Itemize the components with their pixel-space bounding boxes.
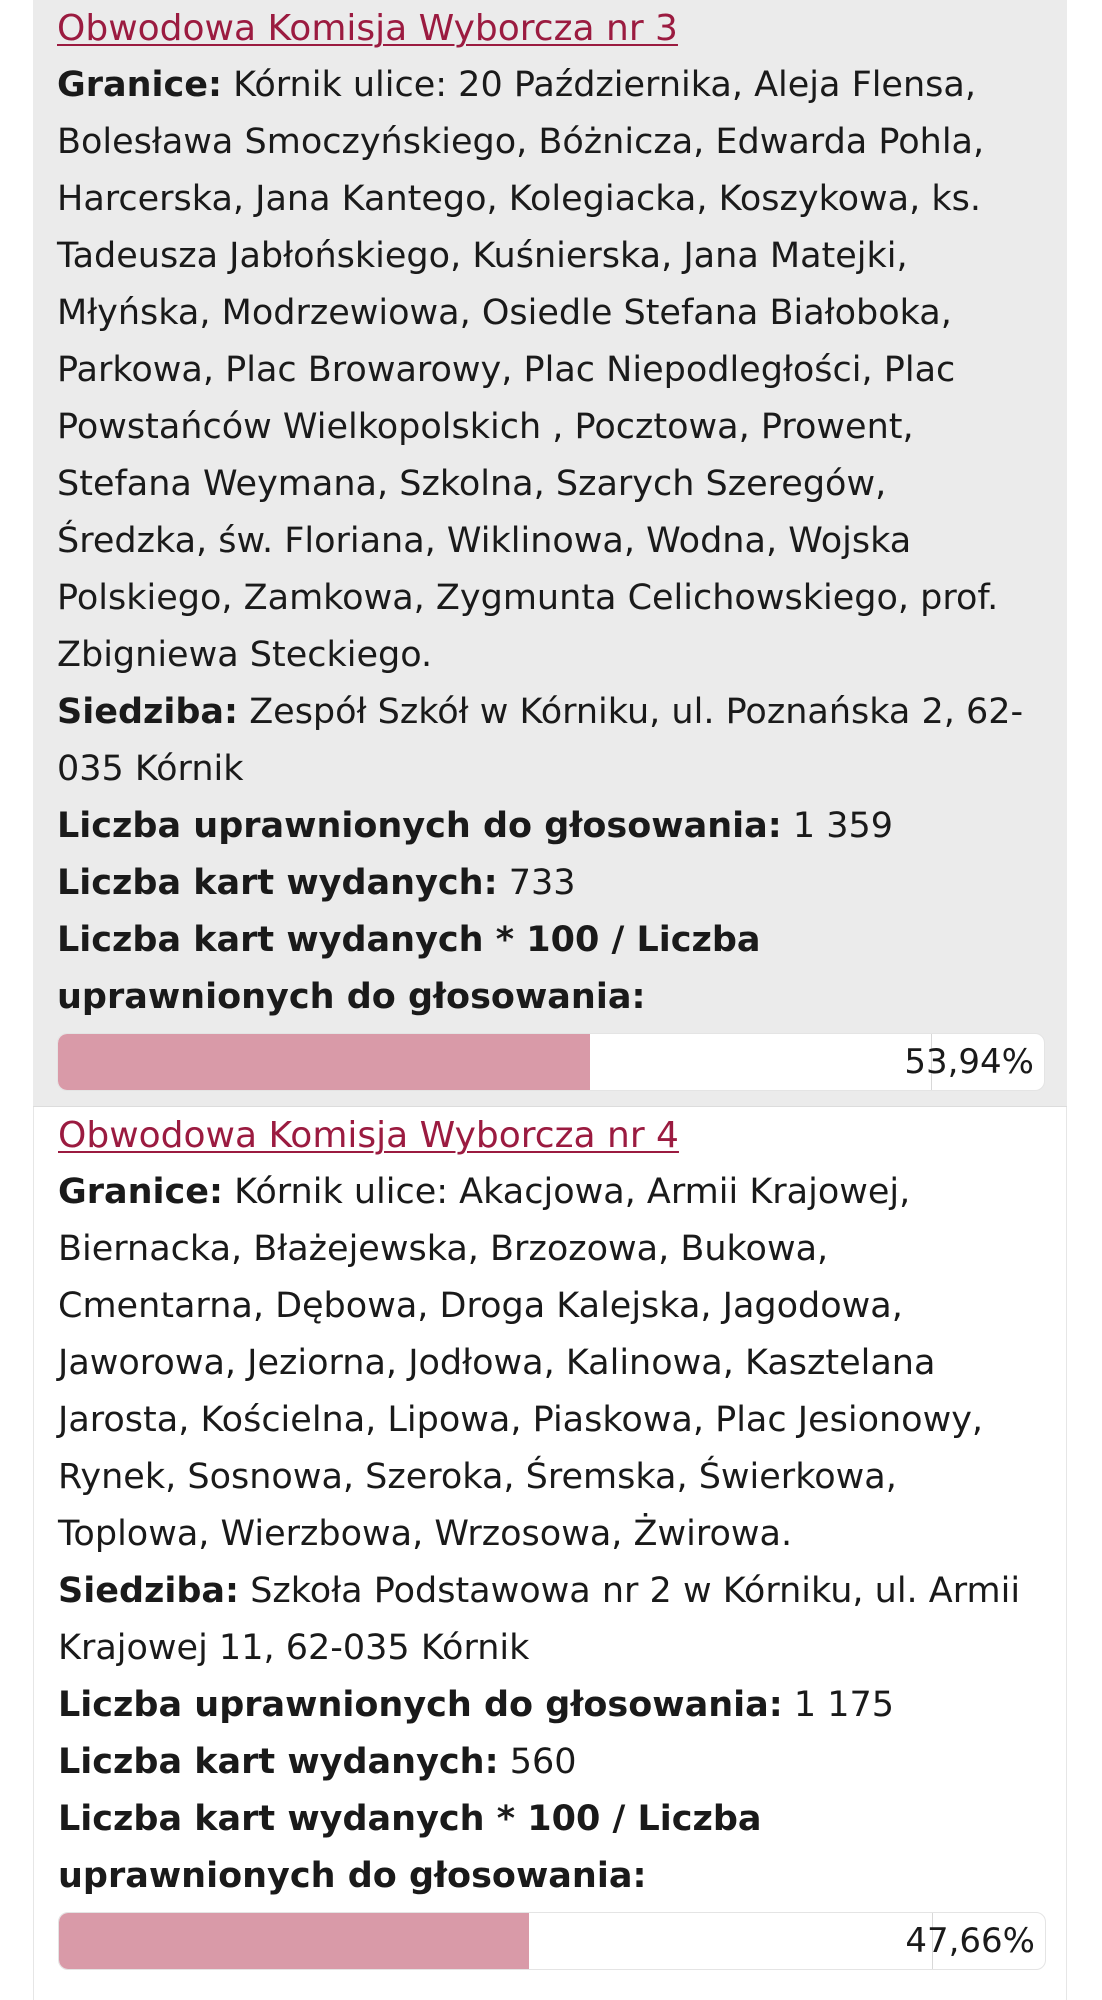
boundaries-label: Granice: <box>58 1172 224 1212</box>
turnout-progress-value: 53,94% <box>904 1042 1034 1082</box>
seat-label: Siedziba: <box>58 1571 240 1611</box>
ratio-label: Liczba kart wydanych * 100 / Liczba uprawnionych do głosowania: <box>58 1799 762 1896</box>
seat-text: Zespół Szkół w Kórniku, ul. Poznańska 2, 62-035 Kórnik <box>57 692 1024 789</box>
ratio-label: Liczba kart wydanych * 100 / Liczba uprawnionych do głosowania: <box>57 920 761 1017</box>
eligible-voters <box>57 798 1043 855</box>
eligible-voters <box>58 1677 1042 1734</box>
turnout-progress-bar <box>58 1912 1046 1970</box>
commission-card-3 <box>33 0 1067 1107</box>
commission-title-link[interactable]: Obwodowa Komisja Wyborcza nr 3 <box>57 8 678 49</box>
issued-value: 733 <box>508 863 576 903</box>
turnout-progress-fill <box>59 1913 529 1969</box>
boundaries <box>57 57 1043 684</box>
seat <box>58 1563 1042 1677</box>
eligible-label: Liczba uprawnionych do głosowania: <box>58 1685 783 1725</box>
issued-label: Liczba kart wydanych: <box>57 863 498 903</box>
turnout-progress-fill <box>58 1034 590 1090</box>
turnout-ratio <box>58 1791 1042 1905</box>
issued-cards <box>58 1734 1042 1791</box>
turnout-progress-value: 47,66% <box>905 1921 1035 1961</box>
seat-label: Siedziba: <box>57 692 239 732</box>
boundaries-text: Kórnik ulice: Akacjowa, Armii Krajowej, Biernacka, Błażejewska, Brzozowa, Bukowa, Cmentarna, Dębowa, Droga Kalejska, Jagodowa, Jaworowa, Jeziorna, Jodłowa, Kalinowa, Kasztelana Jarosta, Kościelna, Lipowa, Piaskowa, Plac Jesionowy, Rynek, Sosnowa, Szeroka, Śremska, Świerkowa, Toplowa, Wierzbowa, Wrzosowa, Żwirowa. <box>58 1172 984 1554</box>
eligible-value: 1 359 <box>792 806 894 846</box>
commission-card-4 <box>33 1107 1067 2000</box>
issued-label: Liczba kart wydanych: <box>58 1742 499 1782</box>
eligible-value: 1 175 <box>793 1685 895 1725</box>
seat-text: Szkoła Podstawowa nr 2 w Kórniku, ul. Armii Krajowej 11, 62-035 Kórnik <box>58 1571 1021 1668</box>
issued-value: 560 <box>509 1742 577 1782</box>
turnout-progress-bar <box>57 1033 1045 1091</box>
issued-cards <box>57 855 1043 912</box>
seat <box>57 684 1043 798</box>
boundaries-text: Kórnik ulice: 20 Października, Aleja Flensa, Bolesława Smoczyńskiego, Bóżnicza, Edwarda Pohla, Harcerska, Jana Kantego, Kolegiacka, Koszykowa, ks. Tadeusza Jabłońskiego, Kuśnierska, Jana Matejki, Młyńska, Modrzewiowa, Osiedle Stefana Białoboka, Parkowa, Plac Browarowy, Plac Niepodległości, Plac Powstańców Wielkopolskich , Pocztowa, Prowent, Stefana Weymana, Szkolna, Szarych Szeregów, Średzka, św. Floriana, Wiklinowa, Wodna, Wojska Polskiego, Zamkowa, Zygmunta Celichowskiego, prof. Zbigniewa Steckiego. <box>57 65 999 675</box>
boundaries <box>58 1164 1042 1563</box>
eligible-label: Liczba uprawnionych do głosowania: <box>57 806 782 846</box>
boundaries-label: Granice: <box>57 65 223 105</box>
turnout-ratio <box>57 912 1043 1026</box>
commission-title-link[interactable]: Obwodowa Komisja Wyborcza nr 4 <box>58 1115 679 1156</box>
